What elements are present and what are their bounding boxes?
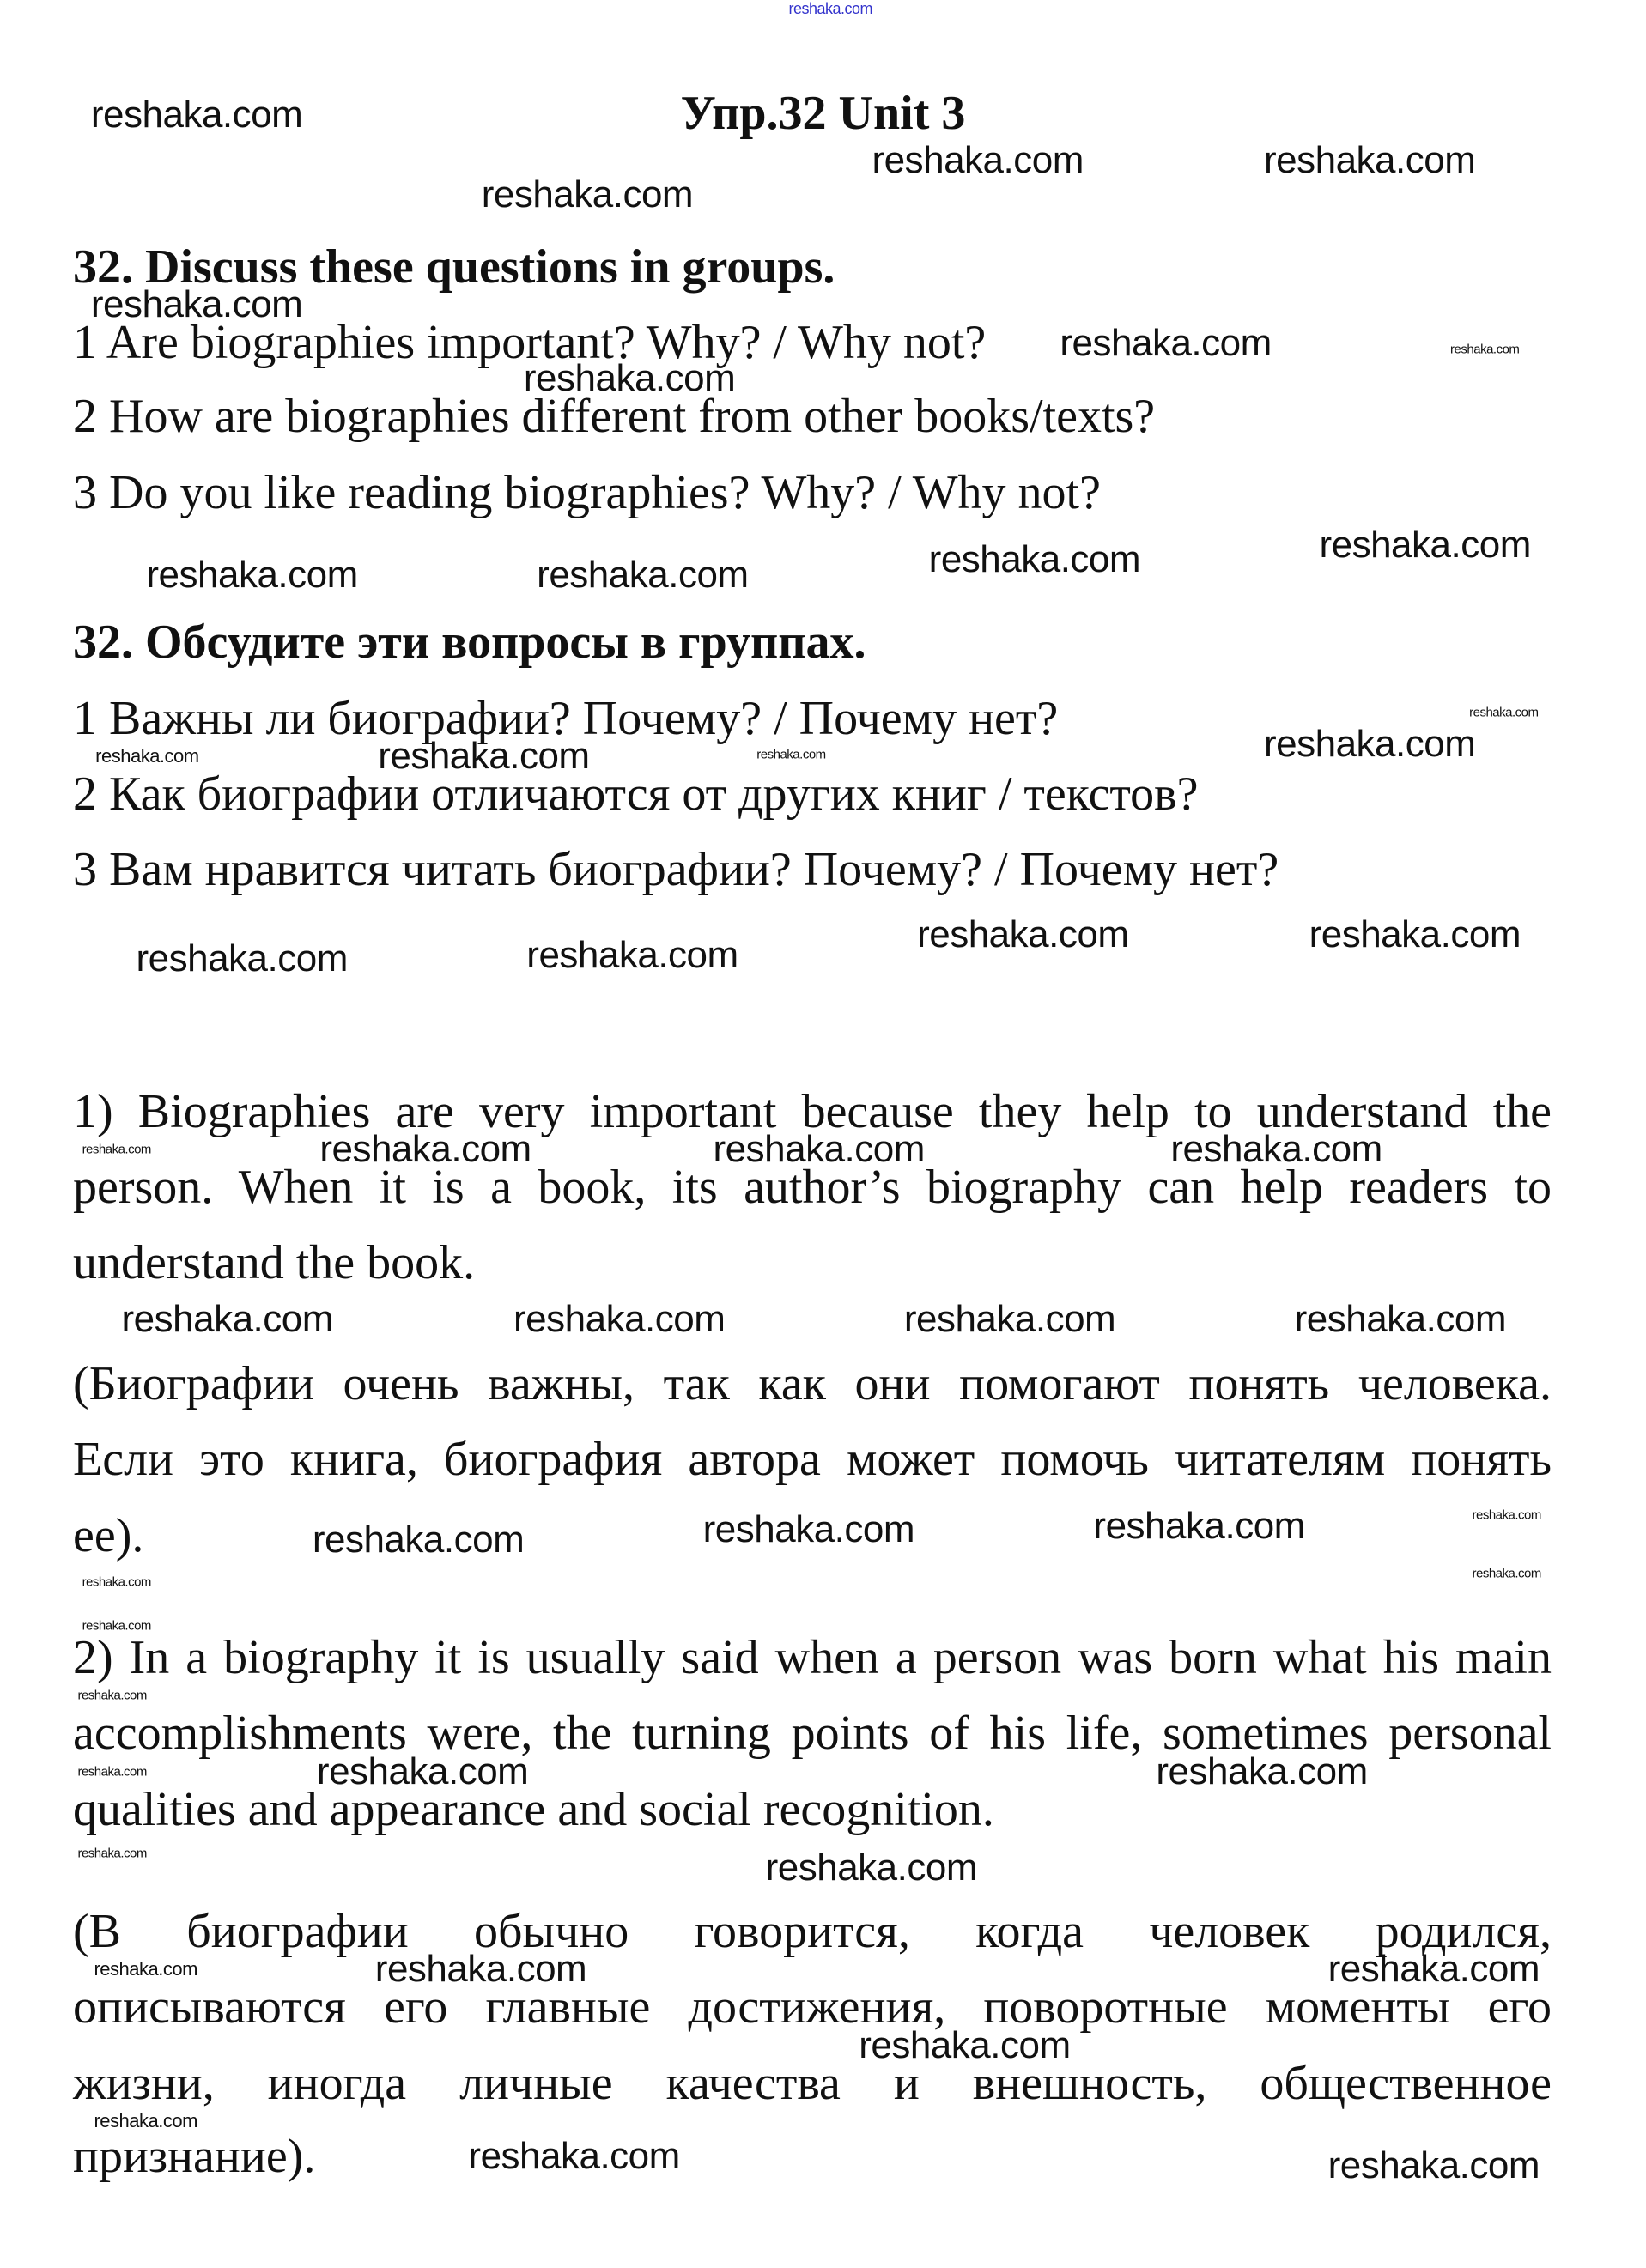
answer-1-en-line: understand the book. (73, 1236, 476, 1289)
watermark: reshaka.com (77, 1688, 147, 1703)
answer-2-ru-line: описываются его главные достижения, поворотные моменты его (73, 1980, 1552, 2034)
watermark: reshaka.com (1469, 705, 1539, 720)
answer-2-en-line: accomplishments were, the turning points of his life, sometimes personal (73, 1707, 1552, 1760)
watermark: reshaka.com (713, 1127, 925, 1170)
watermark: reshaka.com (77, 1764, 147, 1780)
answer-2-ru-line: (В биографии обычно говорится, когда человек родился, (73, 1905, 1552, 1958)
watermark: reshaka.com (319, 1127, 531, 1170)
exercise-title: Упр.32 Unit 3 (680, 87, 966, 140)
watermark: reshaka.com (1093, 1505, 1305, 1548)
watermark: reshaka.com (859, 2023, 1071, 2066)
watermark: reshaka.com (765, 1846, 977, 1889)
question-en-2: 2 How are biographies different from other books/texts? (73, 390, 1156, 443)
watermark: reshaka.com (121, 1298, 333, 1341)
watermark: reshaka.com (94, 2109, 197, 2132)
answer-2-ru-line: признание). (73, 2130, 316, 2183)
watermark: reshaka.com (146, 554, 358, 597)
watermark: reshaka.com (702, 1507, 915, 1550)
watermark: reshaka.com (1263, 723, 1476, 766)
question-en-1: 1 Are biographies important? Why? / Why not? (73, 316, 987, 369)
watermark: reshaka.com (526, 934, 738, 977)
watermark: reshaka.com (928, 537, 1141, 580)
watermark: reshaka.com (316, 1750, 529, 1792)
watermark: reshaka.com (917, 913, 1129, 956)
question-en-3: 3 Do you like reading biographies? Why? / Why not? (73, 466, 1101, 519)
watermark: reshaka.com (903, 1298, 1116, 1341)
answer-1-ru-line: (Биографии очень важны, так как они помогают понять человека. (73, 1357, 1552, 1410)
answer-2-en-line: qualities and appearance and social recognition. (73, 1783, 994, 1836)
question-ru-1: 1 Важны ли биографии? Почему? / Почему нет? (73, 692, 1059, 745)
watermark: reshaka.com (523, 357, 736, 400)
watermark: reshaka.com (872, 138, 1084, 181)
question-ru-3: 3 Вам нравится читать биографии? Почему? / Почему нет? (73, 843, 1279, 896)
answer-1-en-line: 1) Biographies are very important because they help to understand the (73, 1085, 1552, 1138)
watermark: reshaka.com (1450, 342, 1520, 357)
watermark: reshaka.com (756, 747, 826, 762)
question-ru-2: 2 Как биографии отличаются от других книг / текстов? (73, 767, 1199, 821)
answer-1-ru-line: ее). (73, 1509, 144, 1562)
watermark: reshaka.com (77, 1846, 147, 1861)
watermark: reshaka.com (90, 94, 303, 136)
watermark: reshaka.com (481, 173, 694, 216)
watermark: reshaka.com (1060, 322, 1272, 365)
task-heading-ru: 32. Обсудите эти вопросы в группах. (73, 616, 866, 669)
answer-1-en-line: person. When it is a book, its author’s biography can help readers to (73, 1161, 1552, 1214)
watermark: reshaka.com (90, 282, 303, 325)
watermark: reshaka.com (95, 744, 199, 767)
watermark: reshaka.com (1309, 913, 1521, 956)
watermark: reshaka.com (513, 1298, 726, 1341)
watermark: reshaka.com (136, 937, 348, 979)
watermark: reshaka.com (1472, 1507, 1541, 1523)
watermark: reshaka.com (378, 734, 590, 777)
watermark: reshaka.com (1319, 523, 1531, 566)
watermark: reshaka.com (788, 0, 873, 18)
watermark: reshaka.com (1156, 1750, 1368, 1792)
watermark: reshaka.com (374, 1948, 587, 1991)
task-heading-en: 32. Discuss these questions in groups. (73, 240, 835, 294)
watermark: reshaka.com (94, 1958, 197, 1980)
watermark: reshaka.com (1294, 1298, 1507, 1341)
watermark: reshaka.com (1327, 2144, 1540, 2187)
watermark: reshaka.com (1263, 138, 1476, 181)
watermark: reshaka.com (1472, 1566, 1541, 1581)
watermark: reshaka.com (312, 1518, 525, 1561)
watermark: reshaka.com (537, 554, 749, 597)
answer-2-en-line: 2) In a biography it is usually said when a person was born what his main (73, 1631, 1552, 1684)
watermark: reshaka.com (1170, 1127, 1382, 1170)
answer-1-ru-line: Если это книга, биография автора может помочь читателям понять (73, 1433, 1552, 1486)
watermark: reshaka.com (82, 1618, 151, 1634)
watermark: reshaka.com (82, 1142, 151, 1157)
answer-2-ru-line: жизни, иногда личные качества и внешность, общественное (73, 2057, 1552, 2110)
watermark: reshaka.com (1327, 1948, 1540, 1991)
watermark: reshaka.com (82, 1574, 151, 1590)
watermark: reshaka.com (468, 2134, 680, 2177)
